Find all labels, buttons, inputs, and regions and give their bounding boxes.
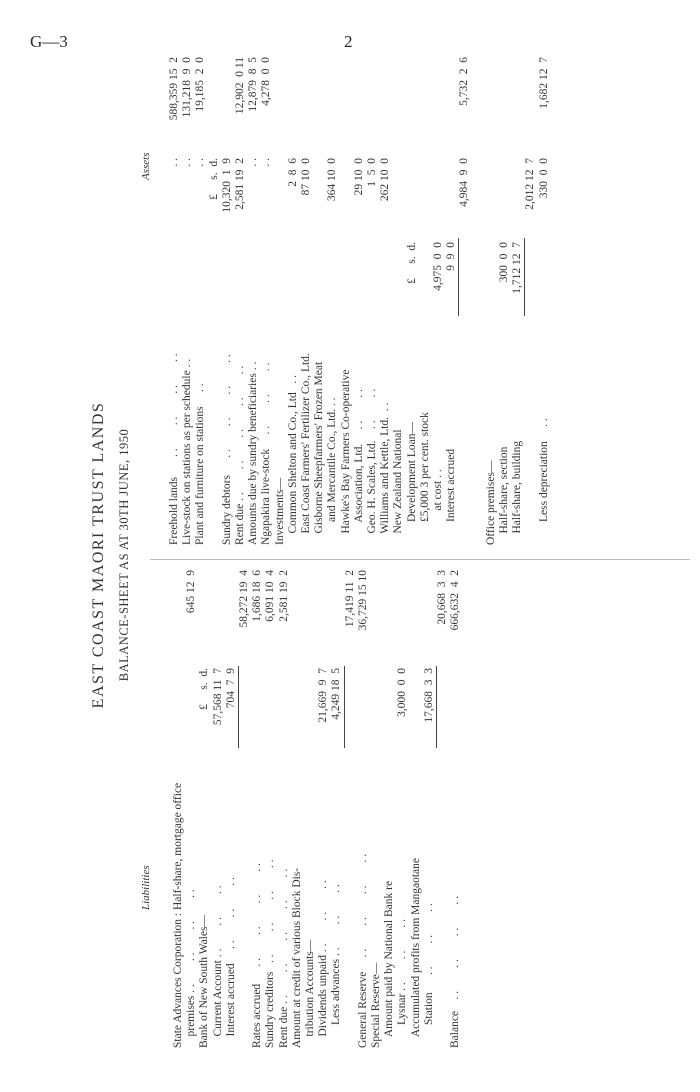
asset-label: £5,000 3 per cent. stock	[418, 412, 431, 545]
asset-subamount: 9 9 0	[445, 242, 458, 271]
liability-label: General Reserve . . . . . . . .	[356, 853, 369, 1048]
asset-label: Investments—	[273, 477, 286, 545]
liability-amount: 20,668 3 3	[436, 570, 448, 625]
liability-label: Accumulated profits from Mangaotane	[409, 857, 422, 1048]
page-number-left: G—3	[30, 32, 68, 51]
liabilities-heading: Liabilities	[140, 865, 152, 910]
liability-label: Amount at credit of various Block Dis-	[290, 867, 303, 1048]
asset-label: Plant and furniture on stations . .	[194, 383, 207, 545]
liability-amount: 666,632 4 2	[449, 570, 462, 631]
asset-amount: . .	[194, 158, 207, 167]
total-rule	[238, 666, 239, 748]
liability-label: Rates accrued . . . . . . . .	[251, 863, 264, 1048]
liability-amount: 6,091 10 4	[264, 570, 277, 622]
assets-heading: Assets	[140, 152, 152, 180]
asset-label: Association, Ltd. . . . .	[352, 389, 365, 545]
liability-label: tribution Accounts—	[304, 939, 316, 1048]
liability-label: Rent due . . . . . . . . . .	[277, 868, 290, 1048]
asset-subamount: £ s. d.	[405, 242, 418, 284]
asset-subamount: 1,712 12 7	[511, 242, 524, 294]
liability-label: Current Account . . . . . .	[211, 885, 224, 1048]
liability-label: Special Reserve—	[370, 962, 382, 1048]
sheet-subtitle: BALANCE-SHEET AS AT 30TH JUNE, 1950	[117, 428, 131, 682]
liability-label: State Advances Corporation : Half-share, mortgage office	[172, 782, 184, 1048]
asset-total: 5,732 2 6	[458, 57, 471, 106]
asset-amount: 1 5 0	[366, 158, 378, 187]
liability-amount: 2,581 19 2	[277, 570, 290, 622]
asset-label: Geo. H. Scales, Ltd. . . . .	[366, 388, 378, 545]
liability-subamount: £ s. d.	[198, 668, 211, 710]
column-divider	[150, 559, 690, 560]
asset-label: Sundry debtors . . . . . . . .	[220, 354, 233, 545]
asset-amount: 4,984 9 0	[458, 158, 471, 207]
asset-amount: 2 8 6	[286, 158, 299, 187]
liability-label: Sundry creditors . . . . . . . .	[264, 859, 277, 1048]
asset-total: 1,682 12 7	[537, 57, 550, 109]
liability-subamount: 57,568 11 7	[211, 668, 224, 726]
liability-label: Balance . . . . . . . .	[449, 895, 462, 1048]
asset-total: 4,278 0 0	[260, 57, 273, 106]
asset-label: Freehold lands . . . . . . . .	[168, 353, 180, 545]
liability-subamount: 704 7 9	[224, 668, 237, 709]
asset-total: 12,879 8 5	[247, 57, 260, 112]
asset-amount: . .	[181, 158, 194, 167]
asset-label: and Mercantile Co., Ltd. . .	[326, 397, 339, 545]
liability-label: Interest accrued . . . . . .	[224, 877, 237, 1048]
asset-label: Development Loan—	[405, 422, 418, 545]
asset-amount: . .	[260, 158, 273, 167]
asset-amount: 262 10 0	[379, 158, 392, 202]
liability-subamount: 21,669 9 7	[317, 668, 330, 723]
page-number-right: 2	[344, 32, 353, 51]
liability-amount: 645 12 9	[185, 570, 198, 614]
liability-label: Amount paid by National Bank re	[383, 880, 396, 1048]
asset-total: 12,902 0 11	[234, 57, 246, 115]
total-rule	[436, 666, 437, 748]
asset-label: at cost . .	[432, 469, 444, 545]
asset-label: Gisborne Sheepfarmers' Frozen Meat	[313, 361, 326, 545]
liability-amount: 17,419 11 2	[343, 570, 356, 628]
asset-amount: 87 10 0	[300, 158, 312, 196]
sheet-title: EAST COAST MAORI TRUST LANDS	[90, 401, 107, 709]
asset-label: Williams and Kettle, Ltd. . .	[379, 402, 392, 545]
asset-label: Interest accrued	[445, 448, 458, 545]
liability-label: Lysnar . . . . . .	[396, 918, 409, 1048]
asset-label: New Zealand National	[392, 429, 405, 545]
asset-amount: . .	[247, 158, 260, 167]
asset-label: Less depreciation . .	[537, 418, 550, 545]
asset-amount: 2,012 12 7	[524, 158, 537, 210]
asset-amount: 364 10 0	[326, 158, 339, 202]
asset-label: Office premises—	[484, 460, 497, 545]
liability-label: Bank of New South Wales—	[198, 914, 211, 1048]
liability-label: premises . . . . . . . .	[185, 889, 198, 1048]
liability-amount: 1,686 18 6	[251, 570, 264, 622]
asset-amount: . .	[168, 158, 180, 167]
liability-label: Station . . . . . .	[422, 903, 435, 1048]
asset-label: Ngapakira live-stock . . . . . .	[260, 362, 273, 545]
liability-subamount: 4,249 18 5	[330, 668, 343, 720]
liability-subamount: 3,000 0 0	[396, 668, 409, 717]
asset-label: East Coast Farmers' Fertilizer Co., Ltd.	[300, 353, 312, 545]
asset-label: Amounts due by sundry beneficiaries . .	[247, 361, 260, 545]
asset-subamount: 4,975 0 0	[432, 242, 444, 291]
asset-amount: 330 0 0	[537, 158, 550, 199]
liability-label: Less advances . . . . . .	[330, 884, 343, 1048]
asset-label: Half-share, building	[511, 440, 524, 545]
asset-amount: 29 10 0	[352, 158, 365, 196]
asset-label: Live-stock on stations as per schedule . .	[181, 358, 194, 545]
liability-amount: 36,729 15 10	[356, 570, 369, 631]
asset-label: Half-share, section	[498, 446, 510, 545]
asset-label: Rent due . . . . . . . . . .	[234, 365, 246, 545]
asset-amount: 2,581 19 2	[234, 158, 246, 210]
asset-total: 131,218 9 0	[181, 57, 194, 118]
asset-amount: 10,320 1 9	[220, 158, 233, 213]
balance-sheet	[40, 50, 700, 1060]
asset-subamount: 300 0 0	[498, 242, 510, 283]
asset-total: 19,185 2 0	[194, 57, 207, 112]
asset-label: Common Shelton and Co., Ltd . .	[286, 375, 299, 545]
asset-total: 588,359 15 2	[168, 57, 180, 121]
asset-label: Hawke's Bay Farmers Co-operative	[339, 369, 352, 545]
liability-label: Dividends unpaid . . . . . .	[317, 880, 330, 1048]
asset-amount: £ s. d.	[207, 158, 220, 200]
liability-subamount: 17,668 3 3	[422, 668, 435, 723]
total-rule	[524, 238, 525, 316]
total-rule	[458, 238, 459, 316]
liability-amount: 58,272 19 4	[238, 570, 250, 628]
total-rule	[344, 666, 345, 748]
